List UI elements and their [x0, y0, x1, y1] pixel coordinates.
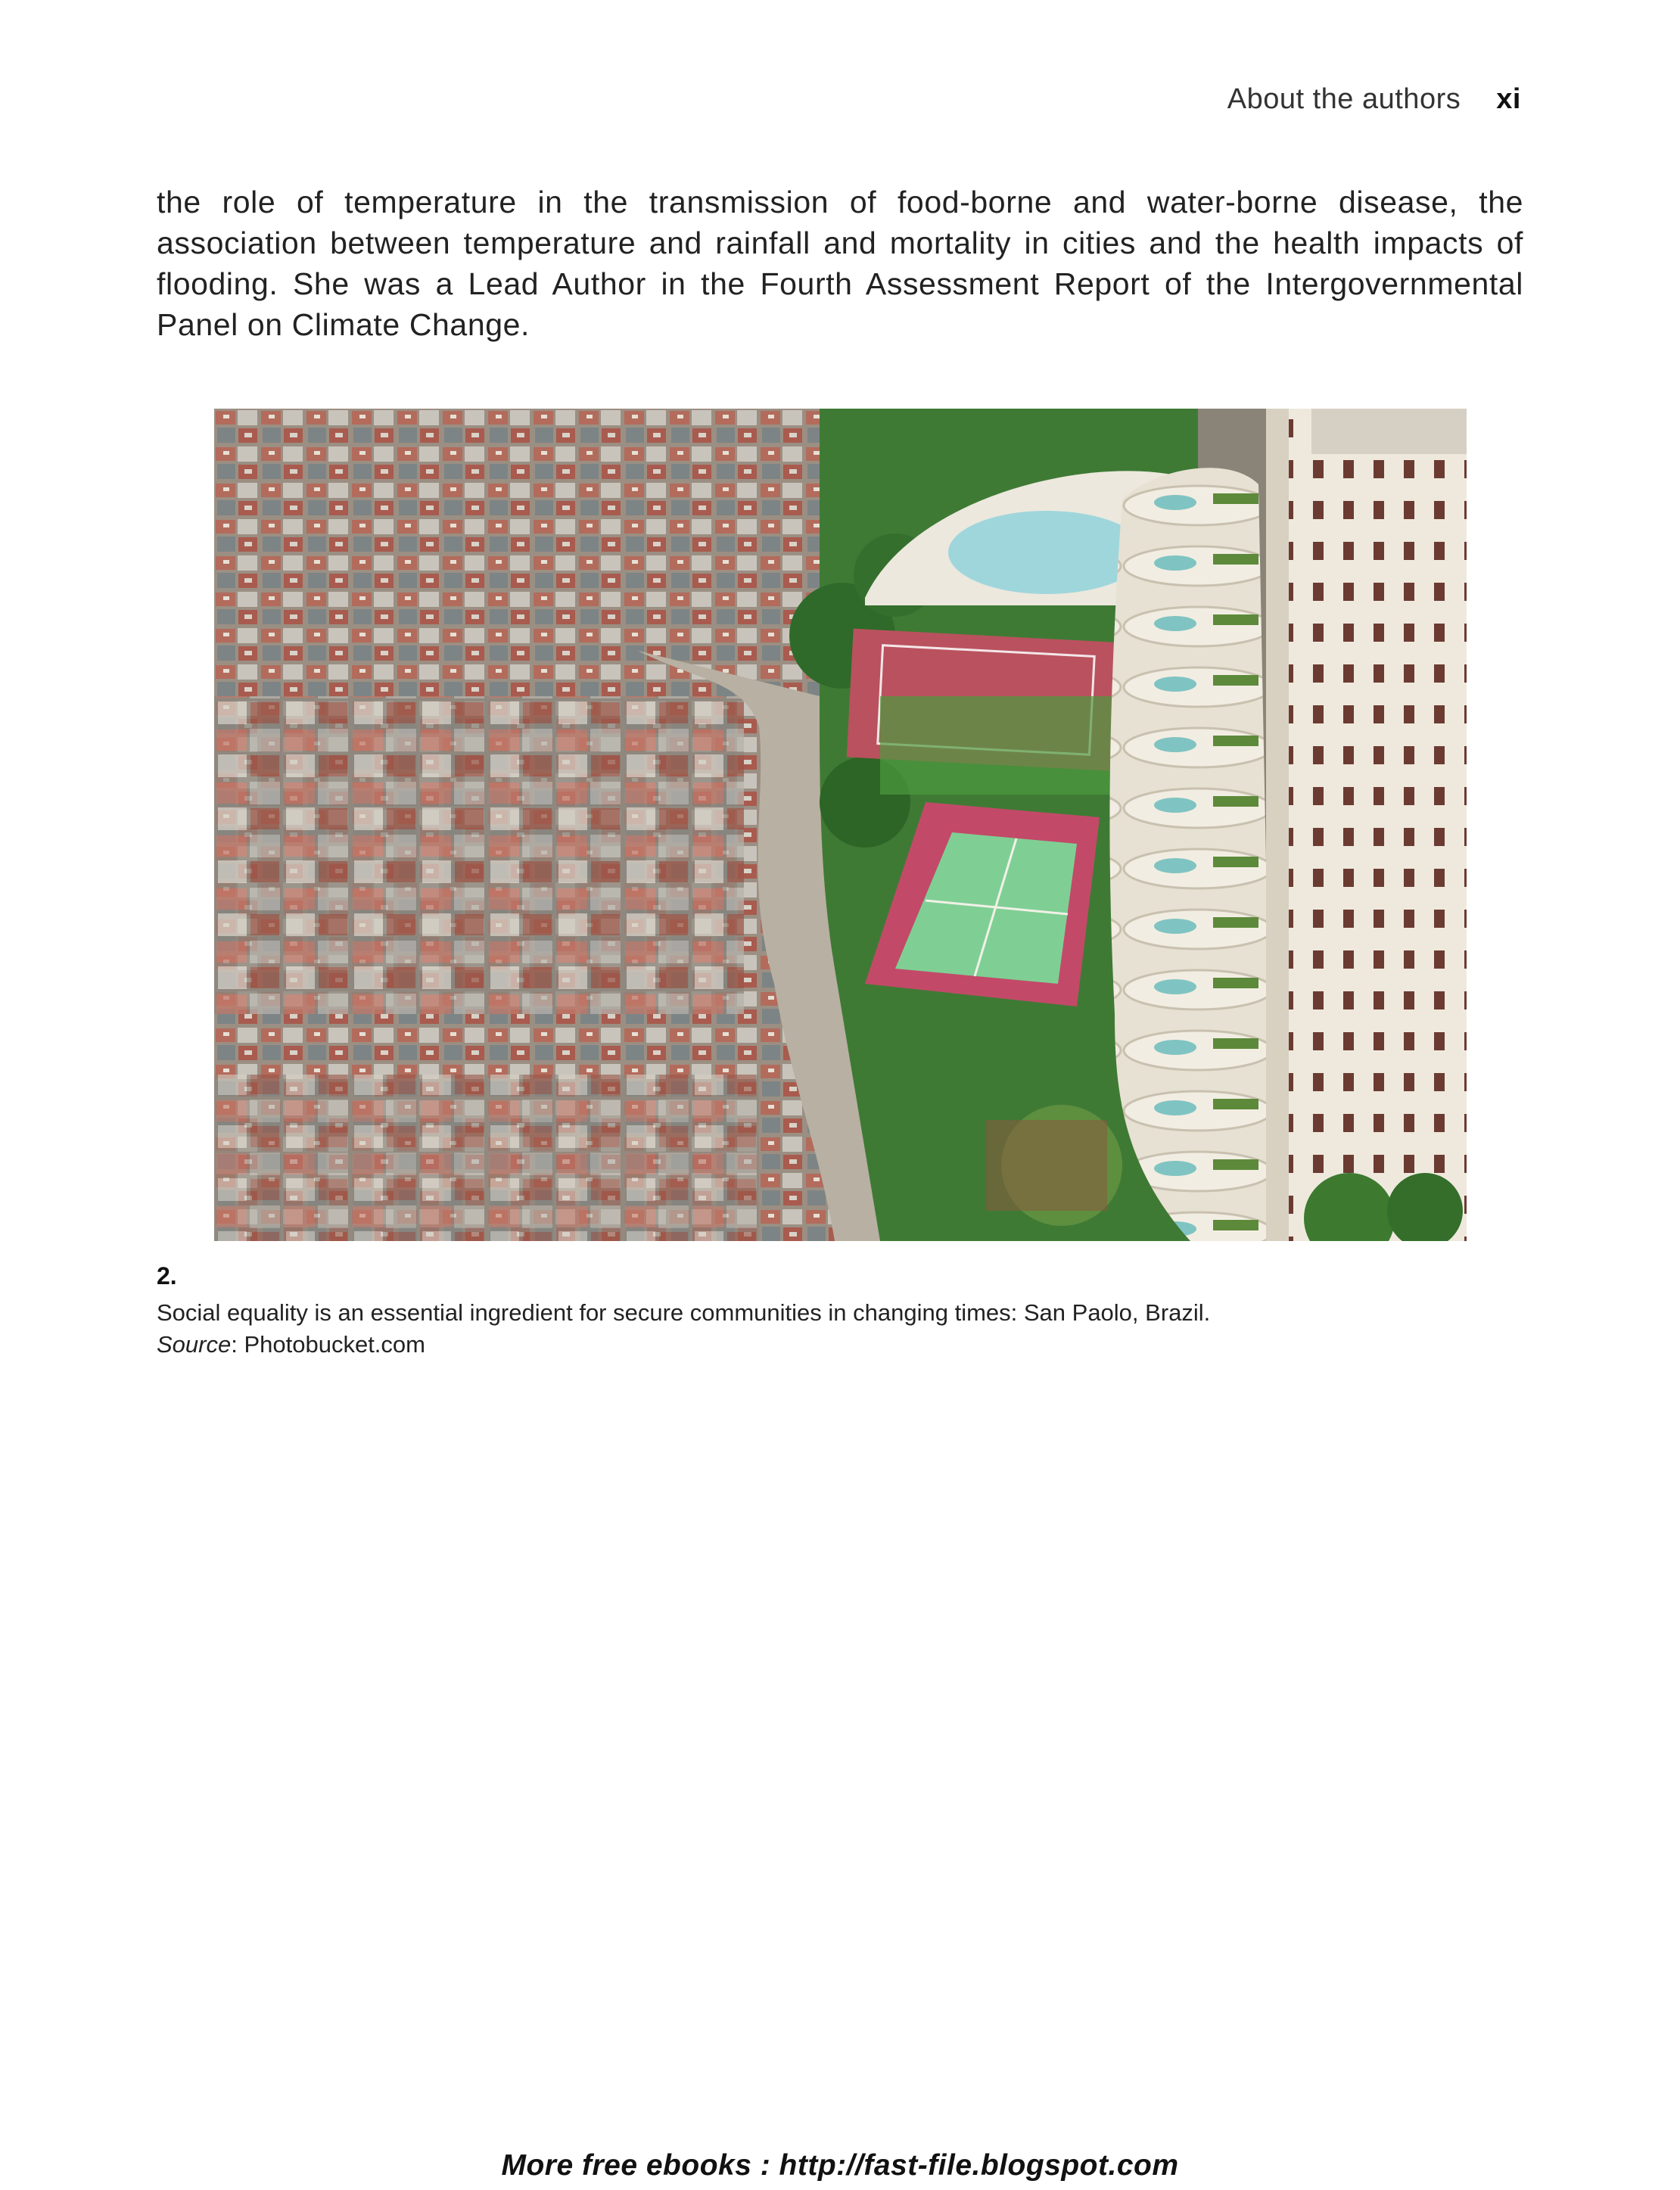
- photo-illustration: [214, 409, 1467, 1241]
- source-label: Source: [157, 1331, 232, 1358]
- running-head: [1227, 83, 1521, 116]
- figure-number: 2.: [157, 1262, 177, 1289]
- page-number: xi: [1496, 83, 1521, 115]
- figure-source: [157, 1329, 425, 1361]
- running-title: About the authors: [1227, 83, 1461, 115]
- source-text: : Photobucket.com: [231, 1331, 425, 1358]
- aerial-photo-favela-and-luxury-tower: [214, 409, 1467, 1241]
- footer-link-text: More free ebooks : http://fast-file.blogspot.com: [501, 2149, 1179, 2182]
- body-paragraph: the role of temperature in the transmission of food-borne and water-borne disease, the association between temperature and rainfall and mortality in cities and the health impacts of flooding. She was a Lead Author in the Fourth Assessment Report of the Intergovernmental Panel on Climate Change.: [157, 185, 1523, 342]
- figure-caption: Social equality is an essential ingredient for secure communities in changing times: San Paolo, Brazil.: [157, 1299, 1211, 1326]
